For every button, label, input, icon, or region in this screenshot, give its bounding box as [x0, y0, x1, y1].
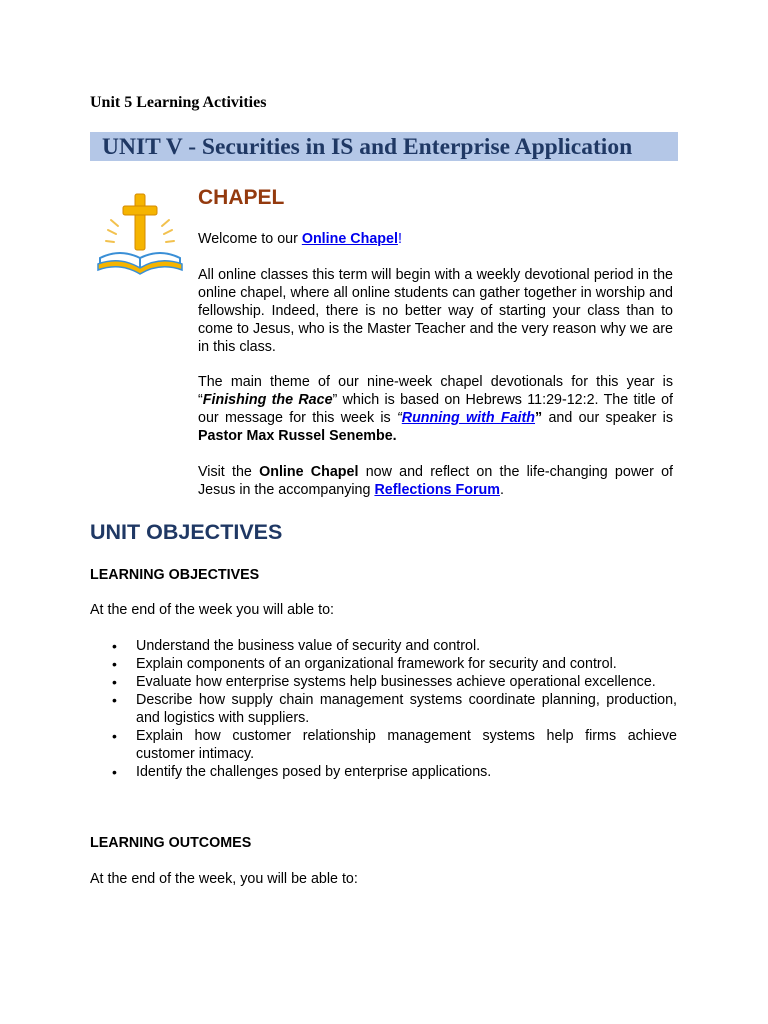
online-chapel-bold[interactable]: Online Chapel	[259, 464, 366, 480]
objectives-list	[90, 637, 677, 781]
visit-prefix: Visit the	[198, 464, 260, 480]
list-item	[90, 727, 677, 763]
theme-paragraph	[198, 373, 673, 445]
unit-banner	[90, 132, 678, 161]
unit-objectives-heading: UNIT OBJECTIVES	[90, 520, 283, 544]
visit-suffix: .	[499, 482, 504, 498]
list-item	[90, 673, 677, 691]
objectives-lead: At the end of the week you will able to:	[90, 602, 334, 618]
list-item	[90, 637, 677, 655]
message-open-quote: “	[396, 410, 402, 426]
bullet-icon: •	[112, 764, 117, 780]
visit-mid: now and reflect on the life-changing power of Jesus in the accompanying	[198, 464, 674, 498]
bullet-icon: •	[112, 638, 117, 654]
outcomes-lead: At the end of the week, you will be able to:	[90, 871, 358, 887]
intro-paragraph: All online classes this term will begin with a weekly devotional period in the online chapel, where all online students can gather together in worship and fellowship. Indeed, there is no better way of starting your class than to come to Jesus, who is the Master Teacher and the very reason why we are in this class.	[198, 267, 673, 355]
running-with-faith-link[interactable]: Running with Faith	[401, 410, 536, 426]
welcome-text: Welcome to our	[198, 231, 302, 247]
theme-title: Finishing the Race	[202, 392, 333, 408]
list-item	[90, 763, 677, 781]
unit-banner-title: UNIT V - Securities in IS and Enterprise Application	[102, 134, 633, 160]
list-item-text: Understand the business value of security and control.	[136, 638, 481, 654]
list-item	[90, 691, 677, 727]
reflections-forum-link[interactable]: Reflections Forum	[374, 482, 500, 498]
bullet-icon: •	[112, 674, 117, 690]
bullet-icon: •	[112, 692, 117, 708]
unit-label: Unit 5 Learning Activities	[90, 94, 267, 111]
list-item-text: Explain components of an organizational framework for security and control.	[136, 656, 617, 672]
list-item-text: Explain how customer relationship management systems help firms achieve customer intimacy.	[136, 728, 677, 762]
chapel-title: CHAPEL	[198, 186, 285, 209]
list-item-text: Describe how supply chain management systems coordinate planning, production, and logistics with suppliers.	[136, 692, 677, 726]
theme-prefix: The main theme of our nine-week chapel devotionals for this year is “	[198, 374, 673, 408]
speaker-name: Pastor Max Russel Senembe.	[198, 428, 397, 444]
cross-bible-icon	[96, 190, 184, 278]
list-item-text: Identify the challenges posed by enterprise applications.	[136, 764, 492, 780]
welcome-exclamation: !	[397, 231, 402, 247]
visit-paragraph	[198, 463, 673, 499]
bullet-icon: •	[112, 656, 117, 672]
list-item	[90, 655, 677, 673]
learning-outcomes-heading: LEARNING OUTCOMES	[90, 835, 252, 851]
list-item-text: Evaluate how enterprise systems help businesses achieve operational excellence.	[136, 674, 656, 690]
message-close-quote: ”	[535, 410, 543, 426]
welcome-paragraph	[198, 230, 673, 248]
bullet-icon: •	[112, 728, 117, 744]
online-chapel-link[interactable]: Online Chapel	[301, 231, 398, 247]
theme-mid: ” which is based on Hebrews 11:29-12:2. The title of our message for this week is	[198, 392, 673, 426]
learning-objectives-heading: LEARNING OBJECTIVES	[90, 567, 260, 583]
speaker-prefix: and our speaker is	[542, 410, 673, 426]
